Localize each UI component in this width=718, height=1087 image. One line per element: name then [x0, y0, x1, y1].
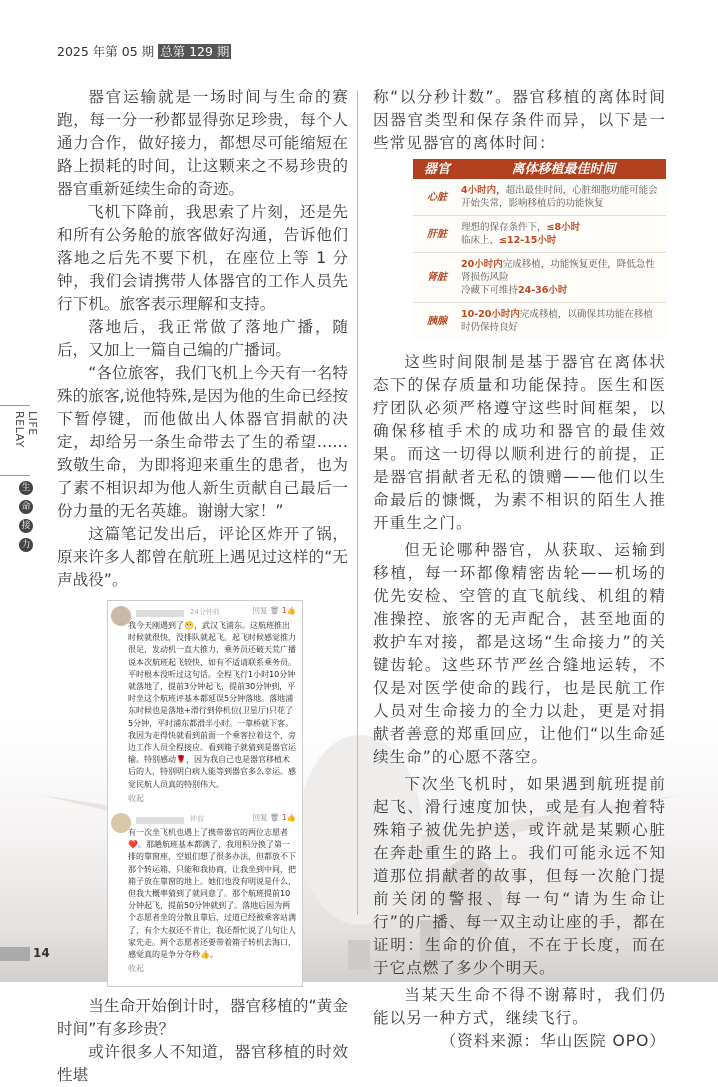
right-column-text [373, 86, 666, 1053]
section-char: 命 [19, 500, 33, 514]
paragraph: 或许很多人不知道，器官移植的时效性堪 [57, 1043, 348, 1085]
paragraph: 这些时间限制是基于器官在离体状态下的保存质量和功能保持。医生和医疗团队必须严格遵守这些时间框架，以确保移植手术的成功和器官的最佳效果。而这一切得以顺利进行的前提，正是器官捐献者无私的馈赠——他们以生命最后的慷慨，为素不相识的陌生人推开重生之门。 [373, 353, 666, 532]
highlight: 24-36小时 [518, 285, 568, 296]
column-divider [357, 90, 358, 915]
paragraph: “各位旅客，我们飞机上今天有一名特殊的旅客,说他特殊,是因为他的生命已经按下暂停键，而他做出人体器官捐献的决定，却给另一条生命带去了生的希望……致敬生命，为即将迎来重生的患者，也为了素不相识却为他人新生贡献自己最后一份力量的无名英雄。谢谢大家！” [57, 364, 348, 520]
comment [108, 606, 302, 805]
like-count: 1 [281, 813, 287, 823]
comment-time: 钟前 [190, 815, 204, 824]
paragraph: 当某天生命不得不谢幕时，我们仍能以另一种方式，继续飞行。 [373, 986, 666, 1027]
highlight: 20小时内 [461, 259, 503, 270]
comments-screenshot [107, 600, 303, 987]
paragraph: 落地后，我正常做了落地广播，随后，又加上一篇自己编的广播词。 [57, 318, 348, 359]
collapse-link[interactable]: 收起 [128, 793, 144, 803]
highlight: 10-20小时内 [461, 309, 520, 320]
highlight: ≤12-15小时 [499, 235, 557, 246]
comment [108, 813, 302, 975]
organ-name: 肝脏 [427, 228, 447, 240]
detail: 临床上， [461, 235, 500, 246]
comment-text: 有一次坐飞机也遇上了携带器官的两位志愿者❤️。那趟航班基本都满了，我用积分换了第一排的靠窗座，空姐们想了很多办法，但都放不下那个转运箱，只能和我协商，让我坐到中间，把箱子放在靠窗的地上。她们也没有明说是什么，但我大概率猜到了就同意了。那个航班提前10分钟起飞，提前50分钟就到了。落地后因为两个志愿者坐的分散且靠后，过道已经被乘客站满了，有个大叔还不肯让，我还帮忙说了几句让人家先走。两个志愿者还要带着箱子转机去海口，感觉真的是争分夺秒👍。 [128, 828, 296, 960]
table-row [413, 179, 666, 216]
detail: 完成移植，以确保其功能在移植时仍保持良好 [461, 309, 653, 333]
table-row [413, 303, 666, 339]
paragraph: 飞机下降前，我思索了片刻，还是先和所有公务舱的旅客做好沟通，告诉他们落地之后先不要下机，在座位上等 1 分钟，我们会请携带人体器官的工作人员先行下机。旅客表示理解和支持。 [57, 203, 348, 313]
highlight: 4小时内， [461, 185, 506, 196]
comment-text: 我今天刚遇到了😬，武汉飞浦东。这航班推出时候就很快，没排队就起飞。起飞时候感觉推力很足，发动机一直大推力，乘务员还破天荒广播说本次航班起飞较快，如有不适请联系乘务员。平时根本没听过这句话。全程飞行1小时10分钟就落地了，提前3分钟起飞，提前30分钟到，平时坐这个航班评基本都延误5分钟落地。落地浦东时候也是落地+滑行到停机位(卫星厅)只花了5分钟，平时浦东都滑半小时。一靠桥就下客。我因为走得快就看到前面一个乘客拉着这个，旁边工作人员全程接应。看到箱子就猜到是器官运输。特别感动🌹，因为我自己也是器官移植术后的人，特别明白病人能等到器官多么幸运。感觉民航人员真的特别伟大。 [128, 621, 296, 789]
reply-button[interactable]: 回复 [252, 813, 268, 823]
section-char: 接 [19, 519, 33, 533]
comment-time: 24分钟前 [190, 608, 220, 616]
total-issue-number: 总第 129 期 [160, 44, 230, 59]
section-char: 生 [19, 481, 33, 495]
organ-name: 肾脏 [427, 272, 447, 283]
detail: 理想的保存条件下， [461, 222, 547, 233]
table-row [413, 216, 666, 253]
comment-actions [253, 813, 296, 823]
paragraph: 但无论哪种器官，从获取、运输到移植，每一环都像精密齿轮——机场的优先安检、空管的直飞航线、机组的精准操控、旅客的无声配合，甚至地面的救护车对接，都是这场“生命接力”的关键齿轮。这些环节严丝合缝地运转，不仅是对医学使命的践行，也是民航工作人员对生命接力的全力以赴，更是对捐献者善意的郑重回应，让他们“以生命延续生命”的心愿不落空。 [373, 541, 666, 766]
organ-time-table [413, 159, 666, 339]
avatar [111, 813, 131, 833]
delete-icon[interactable]: 🗑 [269, 813, 280, 823]
organ-name: 胰腺 [427, 315, 447, 327]
highlight: ≤8小时 [546, 222, 581, 233]
paragraph: 这篇笔记发出后，评论区炸开了锅，原来许多人都曾在航班上遇见过这样的“无声战役”。 [57, 525, 348, 589]
blurred-username [136, 817, 184, 824]
organ-name: 心脏 [427, 191, 447, 203]
comment-actions [253, 606, 296, 616]
table-row [413, 253, 666, 303]
detail: 超出最佳时间，心脏细胞功能可能会开始失常，影响移植后的功能恢复 [461, 185, 658, 209]
detail: 冷藏下可维持 [461, 285, 519, 296]
detail: 完成移植，功能恢复更佳，降低急性肾损伤风险 [461, 259, 655, 283]
table-header [413, 159, 666, 179]
avatar [111, 606, 131, 626]
issue-number: 2025 年第 05 期 [57, 44, 155, 59]
like-count: 1 [281, 606, 287, 615]
source-note: （资料来源：华山医院 OPO） [440, 1032, 666, 1050]
issue-header [57, 42, 231, 60]
thumbs-up-icon[interactable]: 👍 [286, 813, 296, 823]
section-english-label: LIFE RELAY [13, 411, 39, 448]
paragraph: 器官运输就是一场时间与生命的赛跑，每一分一秒都显得弥足珍贵，每个人通力合作，做好接力，都想尽可能缩短在路上损耗的时间，让这颗来之不易珍贵的器官重新延续生命的奇迹。 [57, 88, 348, 198]
header-time: 离体移植最佳时间 [511, 161, 616, 177]
page-number: 14 [33, 946, 50, 960]
header-organ: 器官 [423, 161, 450, 177]
paragraph: 当生命开始倒计时，器官移植的“黄金时间”有多珍贵？ [57, 997, 348, 1039]
page-number-bar [0, 947, 30, 961]
reply-button[interactable]: 回复 [252, 606, 268, 615]
paragraph: 下次坐飞机时，如果遇到航班提前起飞、滑行速度加快，或是有人抱着特殊箱子被优先护送，或许就是某颗心脏在奔赴重生的路上。我们可能永远不知道那位捐献者的故事，但每一次舱门提前关闭的警报、每一句“请为生命让行”的广播、每一双主动让座的手，都在证明：生命的价值，不在于长度，而在于它点燃了多少个明天。 [373, 775, 666, 977]
section-char: 力 [19, 538, 33, 552]
left-column-text [57, 86, 348, 1087]
delete-icon[interactable]: 🗑 [269, 606, 280, 615]
thumbs-up-icon[interactable]: 👍 [286, 606, 296, 615]
blurred-username [136, 610, 184, 617]
collapse-link[interactable]: 收起 [128, 964, 144, 974]
paragraph: 称“以分秒计数”。器官移植的离体时间因器官类型和保存条件而异，以下是一些常见器官的离体时间： [373, 88, 666, 152]
